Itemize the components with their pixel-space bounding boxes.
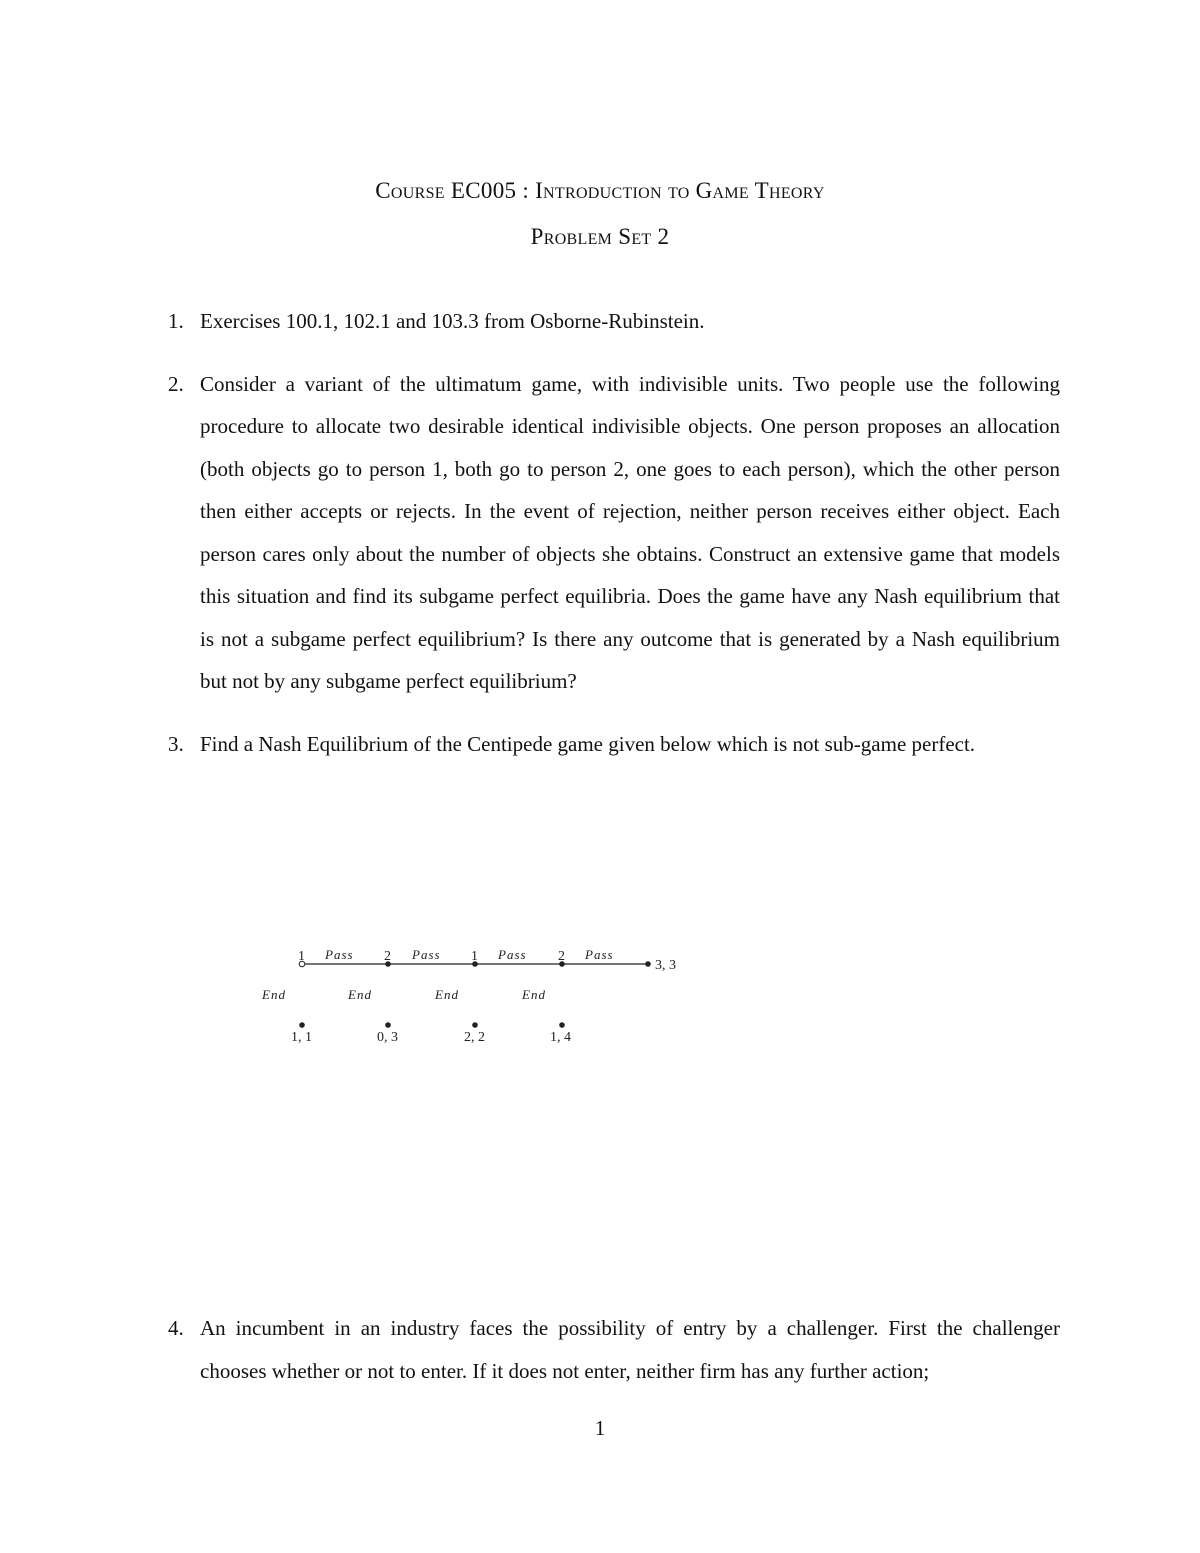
problem-item [168,1307,1060,1392]
problem-text: Find a Nash Equilibrium of the Centipede game given below which is not sub-game perfect. [200,731,976,756]
terminal-node-marker [559,1022,565,1028]
problem-list-continued [168,1307,1060,1392]
problem-number: 2. [168,371,184,396]
payoff-label: 1, 4 [550,1030,571,1045]
decision-node [521,947,614,1045]
problem-text: Consider a variant of the ultimatum game, with indivisible units. Two people use the following procedure to allocate two desirable identical indivisible objects. One person proposes an allocation (both objects go to person 1, both go to person 2, one goes to each person), which the other person then either accepts or rejects. In the event of rejection, neither person receives either object. Each person cares only about the number of objects she obtains. Construct an extensive game that models this situation and find its subgame perfect equilibria. Does the game have any Nash equilibrium that is not a subgame perfect equilibrium? Is there any outcome that is generated by a Nash equilibrium but not by any subgame perfect equilibrium? [200,371,1060,693]
node-player-label: 1 [298,949,305,964]
payoff-label: 1, 1 [291,1030,312,1045]
pass-action-label: Pass [412,947,441,962]
node-player-label: 1 [471,949,478,964]
page-number: 1 [594,1416,606,1440]
payoff-label: 0, 3 [377,1030,398,1045]
decision-node [434,947,527,1045]
problem-list [168,300,1060,765]
terminal-node-marker [385,1022,391,1028]
centipede-game-tree [250,935,710,1055]
document-title: Course EC005 : Introduction to Game Theory [375,178,825,203]
pass-action-label: Pass [498,947,527,962]
decision-node [261,947,354,1045]
terminal-node-marker [299,1022,305,1028]
pass-action-label: Pass [585,947,614,962]
end-action-label: End [348,987,372,1002]
pass-action-label: Pass [325,947,354,962]
end-action-label: End [522,987,546,1002]
terminal-node-marker [472,1022,478,1028]
payoff-label: 2, 2 [464,1030,485,1045]
document-subtitle: Problem Set 2 [530,224,670,249]
decision-node [347,947,441,1045]
problem-number: 4. [168,1316,184,1340]
problem-number: 3. [168,731,184,756]
problem-text: Exercises 100.1, 102.1 and 103.3 from Osborne-Rubinstein. [200,309,705,333]
payoff-label: 3, 3 [655,958,676,973]
terminal-node-marker [645,961,651,967]
problem-number: 1. [168,309,184,333]
problem-item [168,363,1060,703]
problem-text: An incumbent in an industry faces the possibility of entry by a challenger. First the challenger chooses whether or not to enter. If it does not enter, neither firm has any further action; [200,1316,1060,1383]
node-player-label: 2 [384,949,391,964]
end-action-label: End [435,987,459,1002]
final-terminal-node [645,958,676,973]
problem-item [168,300,1060,343]
problem-item [168,723,1060,766]
end-action-label: End [262,987,286,1002]
node-player-label: 2 [558,949,565,964]
